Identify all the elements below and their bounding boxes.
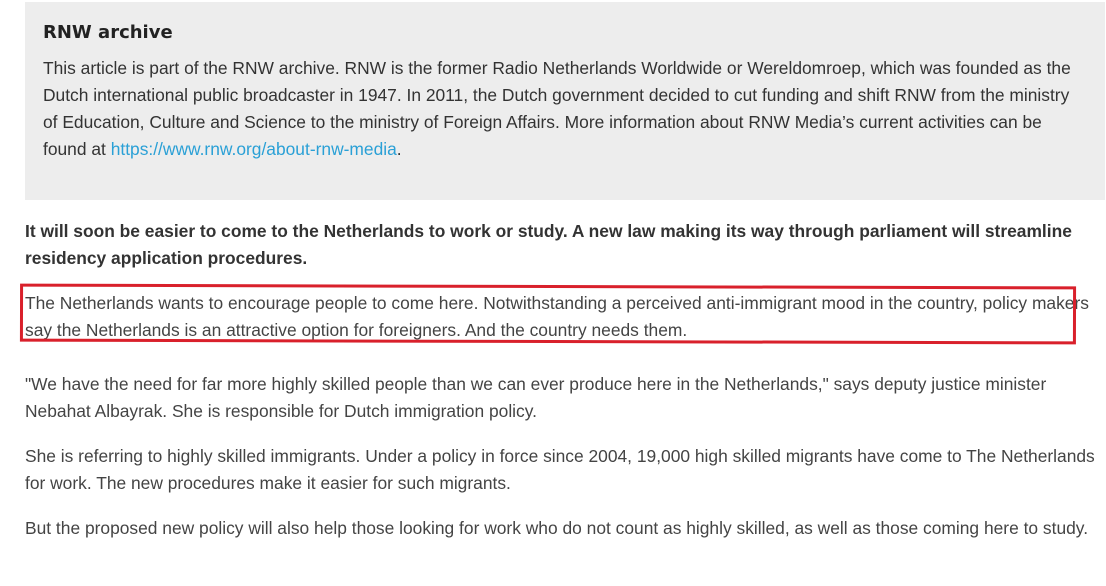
highlight-annotation-box	[20, 284, 1076, 345]
archive-text-body: This article is part of the RNW archive. RNW is the former Radio Netherlands Worldwide or Wereldomroep, which was founded as the Dutch international public broadcaster in 1947. In 2011, the Dutch government decided to cut funding and shift RNW from the ministry of Education, Culture and Science to the ministry of Foreign Affairs. More information about RNW Media’s current activities can be found at	[43, 58, 1071, 159]
article-paragraph-4: But the proposed new policy will also help those looking for work who do not count as highly skilled, as well as those coming here to study.	[25, 518, 1089, 538]
archive-title: RNW archive	[43, 22, 173, 43]
article-paragraph-1: The Netherlands wants to encourage people to come here. Notwithstanding a perceived anti-immigrant mood in the country, policy makers say the Netherlands is an attractive option for foreigners. And the country needs them.	[25, 293, 1089, 340]
article-lead: It will soon be easier to come to the Netherlands to work or study. A new law making its way through parliament will streamline residency application procedures.	[25, 221, 1072, 268]
archive-text	[43, 55, 1087, 163]
rnw-media-link[interactable]: https://www.rnw.org/about-rnw-media	[110, 139, 397, 159]
article-paragraph-2: "We have the need for far more highly skilled people than we can ever produce here in the Netherlands," says deputy justice minister Nebahat Albayrak. She is responsible for Dutch immigration policy.	[25, 374, 1047, 421]
archive-notice-box	[25, 2, 1105, 200]
archive-text-end: .	[396, 139, 402, 159]
article-paragraph-3: She is referring to highly skilled immigrants. Under a policy in force since 2004, 19,000 high skilled migrants have come to The Netherlands for work. The new procedures make it easier for such migrants.	[25, 446, 1095, 493]
